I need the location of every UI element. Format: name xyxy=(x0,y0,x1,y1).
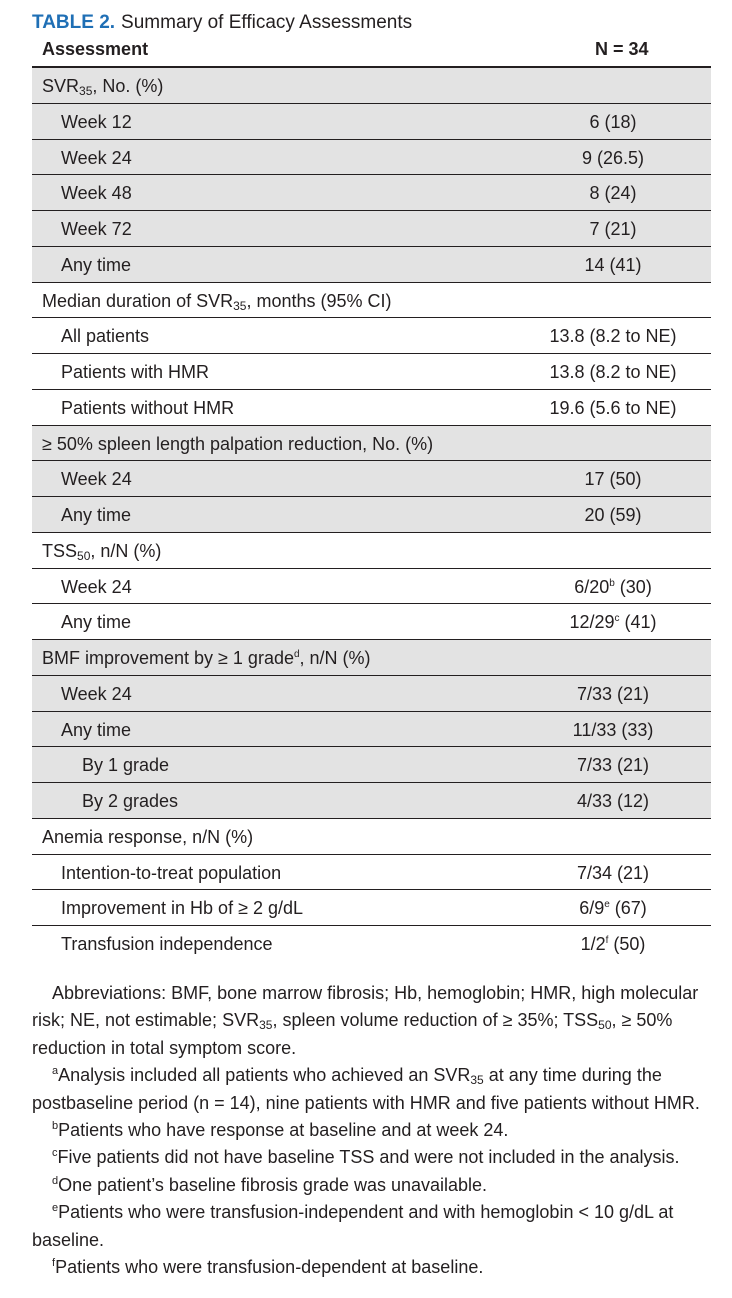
row-label: All patients xyxy=(61,326,150,347)
table-row xyxy=(32,175,711,211)
table-row xyxy=(32,247,711,283)
row-label: Week 24 xyxy=(61,576,132,597)
table-row xyxy=(32,855,711,891)
footnote-c: $^c$Five patients did not have baseline TSS and were not included in the analysis. xyxy=(52,1147,680,1168)
row-value: 6/20$^b$ (30) xyxy=(574,576,652,597)
table-section-row xyxy=(32,426,711,462)
row-value: 7/33 (21) xyxy=(576,683,650,704)
row-label: By 1 grade xyxy=(82,755,170,776)
row-label: Week 24 xyxy=(61,147,132,168)
table-section-row xyxy=(32,68,711,104)
row-label: Week 72 xyxy=(61,219,132,239)
row-label: ≥ 50% spleen length palpation reduction, No. (%) xyxy=(42,433,434,454)
row-label: $SVR_{35}$, No. (%) xyxy=(42,76,164,98)
row-value: 11/33 (33) xyxy=(572,719,654,740)
row-label: Patients with HMR xyxy=(61,362,210,382)
table-row xyxy=(32,890,711,926)
row-label: Transfusion independence xyxy=(61,934,273,954)
row-value: 7 (21) xyxy=(589,219,637,239)
row-label: By 2 grades xyxy=(82,791,179,811)
row-label: Median duration of $SVR_{35}$, months (95% CI) xyxy=(42,290,392,313)
row-value: 4/33 (12) xyxy=(576,791,650,811)
footnote-abbreviations: Abbreviations: BMF, bone marrow fibrosis; Hb, hemoglobin; HMR, high molecular risk; NE, not estimable; $SVR_{35}$, spleen volume reduction of ≥ 35%; $TSS_{50}$, ≥ 50% reduction in total symptom score. xyxy=(32,983,699,1058)
table-body xyxy=(32,68,711,962)
row-value: 13.8 (8.2 to NE) xyxy=(549,326,677,347)
table-row xyxy=(32,747,711,783)
table-row xyxy=(32,604,711,640)
row-value: 12/29$^c$ (41) xyxy=(569,612,657,633)
row-label: Week 24 xyxy=(61,469,132,490)
row-label: Intention-to-treat population xyxy=(61,862,282,883)
table-row xyxy=(32,926,711,962)
header-assessment: Assessment xyxy=(42,39,149,59)
table-row xyxy=(32,676,711,712)
row-value: 20 (59) xyxy=(584,505,642,525)
table-title: Summary of Efficacy Assessments xyxy=(121,12,413,33)
row-value: 9 (26.5) xyxy=(581,147,645,168)
row-value: 6 (18) xyxy=(589,111,637,132)
footnote-b: $^b$Patients who have response at baseline and at week 24. xyxy=(52,1120,509,1141)
row-value: 6/9e (67) xyxy=(579,898,647,919)
row-value: 7/34 (21) xyxy=(576,862,650,883)
table-row xyxy=(32,712,711,748)
table-row xyxy=(32,318,711,354)
row-label: $TSS_{50}$, n/N (%) xyxy=(42,540,162,563)
table-section-row xyxy=(32,640,711,676)
table-row xyxy=(32,461,711,497)
table-row xyxy=(32,497,711,533)
footnote-e: $^e$Patients who were transfusion-independent and with hemoglobin < 10 g/dL at baseline. xyxy=(32,1202,674,1250)
table-section-row xyxy=(32,533,711,569)
row-value: 8 (24) xyxy=(589,183,637,204)
row-label: BMF improvement by ≥ 1 grade$^d$, n/N (%) xyxy=(42,648,371,668)
row-label: Week 48 xyxy=(61,183,132,204)
table-section-row xyxy=(32,819,711,855)
table-row xyxy=(32,569,711,605)
row-value: 19.6 (5.6 to NE) xyxy=(549,397,677,418)
row-label: Improvement in Hb of ≥ 2 g/dL xyxy=(61,898,303,919)
table-caption xyxy=(32,10,412,36)
footnote-d: $^d$One patient’s baseline fibrosis grade was unavailable. xyxy=(52,1174,488,1195)
row-value: 1/2$^f$ (50) xyxy=(580,934,646,954)
row-label: Week 12 xyxy=(61,111,132,132)
row-label: Anemia response, n/N (%) xyxy=(42,826,254,847)
table-row xyxy=(32,104,711,140)
row-label: Week 24 xyxy=(61,683,132,704)
row-value: 17 (50) xyxy=(584,469,642,490)
footnote-f: $^f$Patients who were transfusion-dependent at baseline. xyxy=(52,1257,484,1278)
table-row xyxy=(32,211,711,247)
row-label: Any time xyxy=(61,254,132,275)
table-row xyxy=(32,354,711,390)
row-value: 13.8 (8.2 to NE) xyxy=(549,362,677,382)
table-header xyxy=(32,36,711,68)
footnote-a: $^a$Analysis included all patients who achieved an $SVR_{35}$ at any time during the postbaseline period (n = 14), nine patients with HMR and five patients without HMR. xyxy=(32,1065,700,1113)
table-section-row xyxy=(32,283,711,319)
row-label: Patients without HMR xyxy=(61,397,235,418)
row-label: Any time xyxy=(61,719,132,740)
table-row xyxy=(32,390,711,426)
row-value: 14 (41) xyxy=(584,254,642,275)
header-n: N = 34 xyxy=(595,39,649,59)
table-row xyxy=(32,783,711,819)
table-label: TABLE 2. xyxy=(32,12,116,33)
row-label: Any time xyxy=(61,612,132,633)
table-row xyxy=(32,140,711,176)
row-value: 7/33 (21) xyxy=(576,755,650,776)
row-label: Any time xyxy=(61,505,132,525)
footnotes xyxy=(32,980,714,1281)
